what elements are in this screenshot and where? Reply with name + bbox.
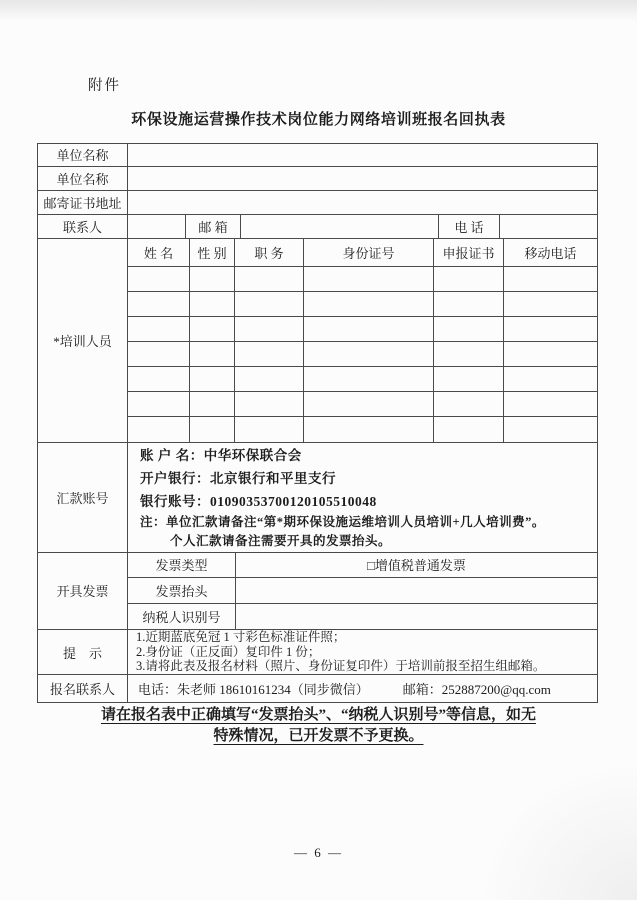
invoice-grid: [128, 553, 597, 630]
remittance-note-line1: 注：单位汇款请备注“第*期环保设施运维培训人员培训+几人培训费”。: [140, 514, 545, 529]
registration-contact-phone: 电话：朱老师 18610161234（同步微信）: [138, 682, 369, 698]
personnel-header-row: [128, 239, 597, 267]
gender-input-cell: [190, 367, 235, 391]
invoice-title-label: 发票抬头: [128, 578, 236, 603]
mobile-input-cell: [504, 417, 597, 441]
invoice-type-label: 发票类型: [128, 553, 236, 578]
taxpayer-id-row: [128, 604, 597, 629]
personnel-empty-row: [128, 342, 597, 367]
tips-list: [128, 630, 597, 674]
certificate-input-cell: [434, 317, 504, 341]
taxpayer-id-input-cell: [236, 604, 597, 629]
mail-address-label: 邮寄证书地址: [38, 191, 128, 214]
personnel-header-gender: 性 别: [190, 239, 235, 266]
personnel-grid: [128, 239, 597, 442]
gender-input-cell: [190, 317, 235, 341]
remittance-note-line2: 个人汇款请备注需要开具的发票抬头。: [170, 533, 392, 548]
id-number-input-cell: [304, 292, 434, 316]
mobile-input-cell: [504, 267, 597, 291]
tips-section: [38, 630, 597, 675]
duty-input-cell: [235, 417, 304, 441]
taxpayer-id-label: 纳税人识别号: [128, 604, 236, 629]
page-number: — 6 —: [294, 845, 343, 860]
unit-name-input-cell-1: [128, 144, 597, 166]
gender-input-cell: [190, 392, 235, 416]
mobile-input-cell: [504, 317, 597, 341]
unit-name-label-2: 单位名称: [38, 167, 128, 190]
certificate-input-cell: [434, 417, 504, 441]
invoice-title-row: [128, 578, 597, 604]
id-number-input-cell: [304, 367, 434, 391]
email-label: 邮 箱: [186, 215, 241, 238]
invoice-section: [38, 553, 597, 631]
remittance-section: [38, 443, 597, 553]
certificate-input-cell: [434, 392, 504, 416]
name-input-cell: [128, 317, 190, 341]
personnel-empty-row: [128, 267, 597, 292]
form-title: 环保设施运营操作技术岗位能力网络培训班报名回执表: [131, 112, 506, 128]
unit-name-input-cell-2: [128, 167, 597, 190]
tip-item-3: 3.请将此表及报名材料（照片、身份证复印件）于培训前报至招生组邮箱。: [136, 659, 546, 674]
invoice-type-checkbox-option: □增值税普通发票: [367, 558, 466, 574]
duty-input-cell: [235, 392, 304, 416]
id-number-input-cell: [304, 392, 434, 416]
certificate-input-cell: [434, 342, 504, 366]
registration-contact-email: 邮箱：252887200@qq.com: [402, 682, 551, 698]
scan-corner-artifact: [477, 760, 637, 900]
name-input-cell: [128, 367, 190, 391]
unit-name-label-1: 单位名称: [38, 144, 128, 166]
mobile-input-cell: [504, 392, 597, 416]
mobile-input-cell: [504, 292, 597, 316]
name-input-cell: [128, 417, 190, 441]
personnel-empty-row: [128, 417, 597, 441]
id-number-input-cell: [304, 317, 434, 341]
personnel-section: [38, 239, 597, 443]
phone-input-cell: [500, 215, 597, 238]
mail-address-row: [38, 191, 597, 215]
attachment-label: 附件: [88, 78, 121, 94]
mail-address-input-cell: [128, 191, 597, 214]
gender-input-cell: [190, 342, 235, 366]
registration-form-table: [37, 143, 598, 703]
personnel-empty-row: [128, 392, 597, 417]
invoice-warning-line1: 请在报名表中正确填写“发票抬头”、“纳税人识别号”等信息，如无: [100, 707, 536, 723]
personnel-section-label: *培训人员: [38, 239, 128, 442]
invoice-type-row: [128, 553, 597, 579]
duty-input-cell: [235, 292, 304, 316]
contact-person-label: 联系人: [38, 215, 128, 238]
duty-input-cell: [235, 267, 304, 291]
bank-account-number: 银行账号：01090353700120105510048: [140, 493, 377, 509]
bank-name: 开户银行：北京银行和平里支行: [140, 470, 336, 486]
mobile-input-cell: [504, 367, 597, 391]
remittance-details: [128, 443, 597, 552]
duty-input-cell: [235, 367, 304, 391]
personnel-empty-row: [128, 292, 597, 317]
name-input-cell: [128, 267, 190, 291]
personnel-header-mobile: 移动电话: [524, 245, 577, 261]
personnel-header-duty: 职 务: [235, 239, 304, 266]
phone-label: 电 话: [439, 215, 500, 238]
tip-item-1: 1.近期蓝底免冠 1 寸彩色标准证件照；: [136, 630, 346, 645]
gender-input-cell: [190, 267, 235, 291]
gender-input-cell: [190, 292, 235, 316]
remittance-section-label: 汇款账号: [38, 443, 128, 552]
certificate-input-cell: [434, 267, 504, 291]
invoice-title-input-cell: [236, 578, 597, 603]
mobile-input-cell: [504, 342, 597, 366]
personnel-header-certificate: 申报证书: [434, 239, 504, 266]
registration-contact-label: 报名联系人: [38, 675, 128, 702]
scan-edge-artifact: [0, 0, 637, 22]
tips-section-label: 提 示: [38, 630, 128, 674]
certificate-input-cell: [434, 292, 504, 316]
gender-input-cell: [190, 417, 235, 441]
id-number-input-cell: [304, 417, 434, 441]
registration-contact-row: [38, 675, 597, 702]
contact-person-row: [38, 215, 597, 239]
unit-name-row-2: [38, 167, 597, 191]
duty-input-cell: [235, 342, 304, 366]
personnel-header-name: 姓 名: [128, 239, 190, 266]
name-input-cell: [128, 292, 190, 316]
contact-person-input-cell: [128, 215, 186, 238]
personnel-empty-row: [128, 367, 597, 392]
registration-contact-details: [128, 675, 597, 702]
duty-input-cell: [235, 317, 304, 341]
id-number-input-cell: [304, 342, 434, 366]
account-name: 账 户 名：中华环保联合会: [140, 447, 302, 463]
personnel-empty-row: [128, 317, 597, 342]
certificate-input-cell: [434, 367, 504, 391]
tip-item-2: 2.身份证（正反面）复印件 1 份；: [136, 644, 321, 659]
unit-name-row-1: [38, 144, 597, 167]
invoice-section-label: 开具发票: [38, 553, 128, 630]
name-input-cell: [128, 342, 190, 366]
name-input-cell: [128, 392, 190, 416]
email-input-cell: [241, 215, 439, 238]
id-number-input-cell: [304, 267, 434, 291]
personnel-header-id-number: 身份证号: [304, 239, 434, 266]
invoice-warning-note: [58, 705, 579, 747]
invoice-warning-line2: 特殊情况，已开发票不予更换。: [213, 728, 424, 744]
